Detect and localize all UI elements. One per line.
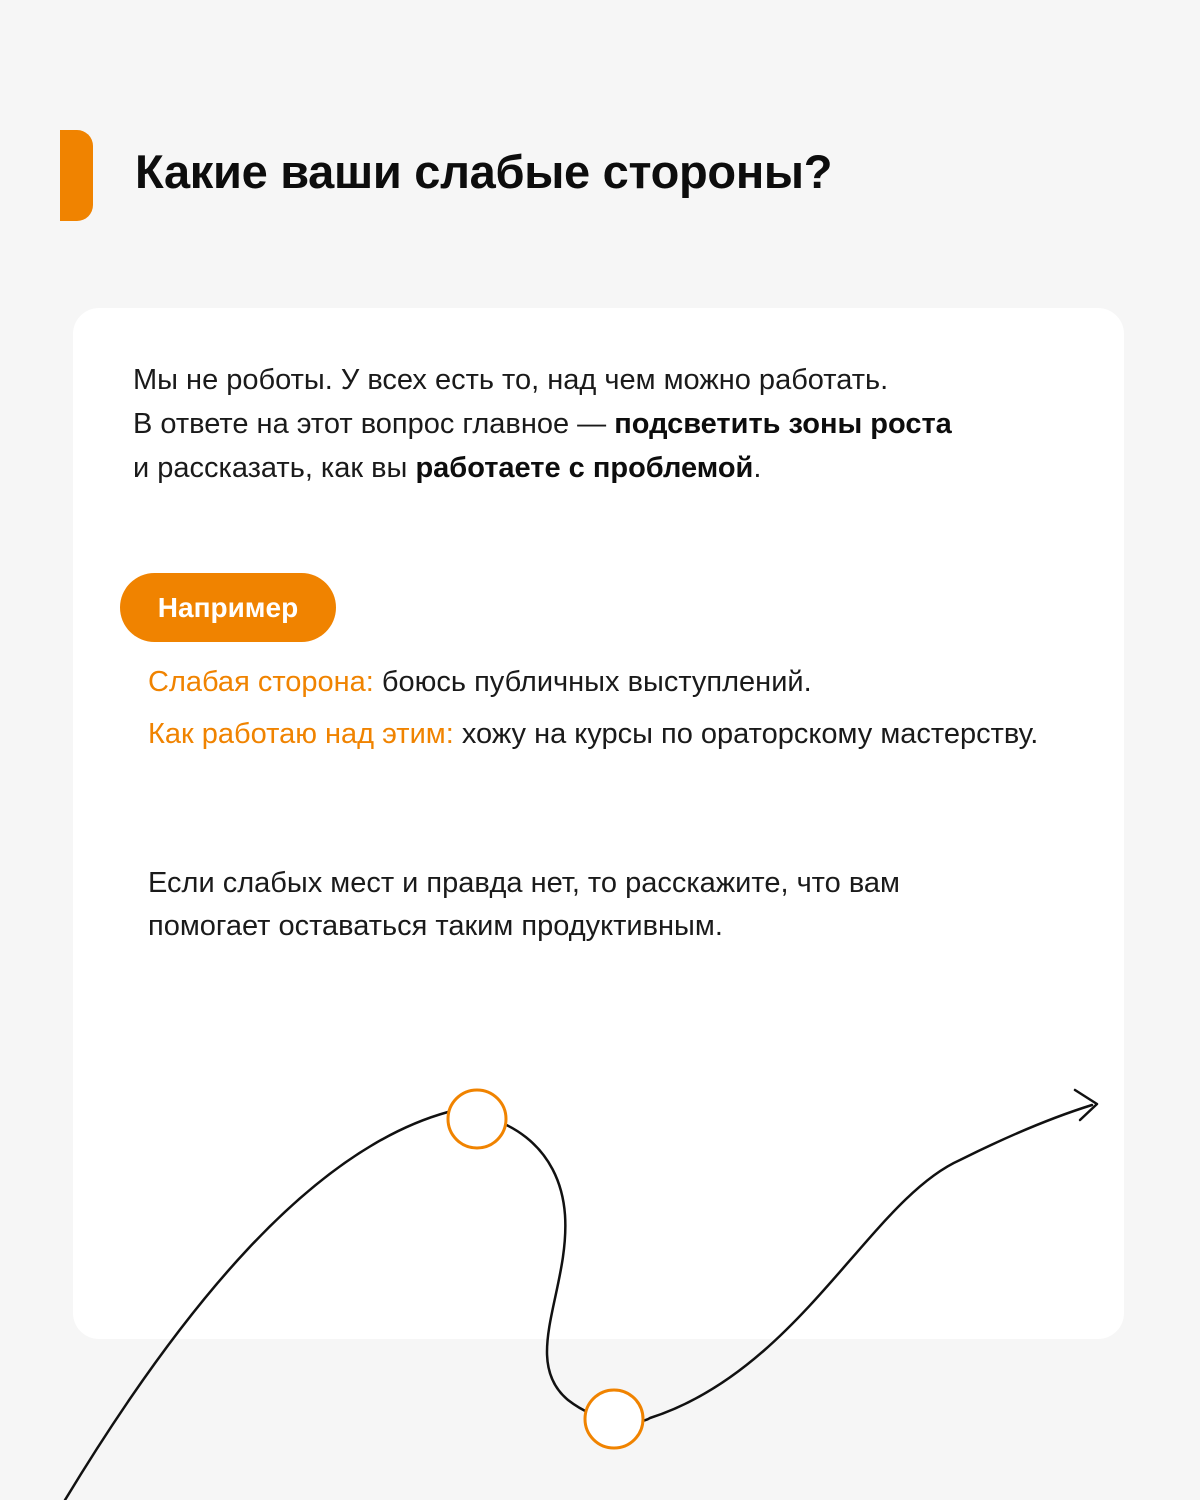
example-work-text: хожу на курсы по ораторскому мастерству.	[453, 718, 1039, 750]
intro-highlight-growth: подсветить зоны роста	[614, 408, 952, 440]
example-badge: Например	[120, 573, 336, 642]
example-weakness-label: Слабая сторона:	[148, 666, 374, 698]
intro-line-3-end: .	[753, 452, 762, 484]
page-title: Какие ваши слабые стороны?	[135, 145, 833, 198]
example-weakness-text: боюсь публичных выступлений.	[373, 666, 812, 698]
intro-line-2	[133, 402, 1093, 446]
intro-line-2-text: В ответе на этот вопрос главное —	[133, 408, 615, 440]
intro-text	[133, 358, 1093, 490]
example-weakness	[148, 661, 1048, 704]
intro-line-3-text: и рассказать, как вы	[133, 452, 416, 484]
title-accent-bar	[60, 130, 93, 221]
intro-line-1: Мы не роботы. У всех есть то, над чем можно работать.	[133, 364, 889, 396]
outro-line-2: помогает оставаться таким продуктивным.	[148, 910, 723, 942]
intro-line-3	[133, 446, 1093, 490]
example-work-label: Как работаю над этим:	[148, 718, 454, 750]
outro-line-1: Если слабых мест и правда нет, то расскажите, что вам	[148, 867, 900, 899]
curve-point-bottom	[585, 1390, 643, 1448]
intro-highlight-problem: работаете с проблемой	[415, 452, 754, 484]
example-work	[148, 713, 1048, 756]
outro-text	[148, 862, 1048, 948]
